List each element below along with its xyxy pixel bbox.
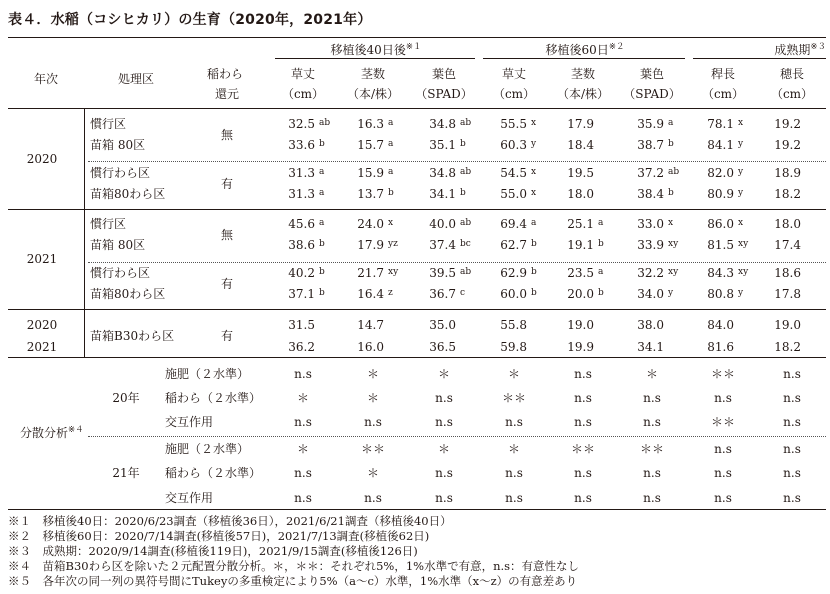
cell-value: 34.8 — [429, 117, 456, 131]
anova-result: n.s — [574, 491, 592, 505]
cell-letter: xy — [668, 239, 679, 249]
cell-letter: b — [319, 267, 325, 277]
column-name: 茎数 — [360, 67, 386, 81]
cell-value: 33.9 — [637, 238, 664, 252]
group-header — [331, 43, 422, 57]
anova-label — [20, 426, 84, 440]
cell-value: 33.6 — [288, 138, 315, 152]
cell-value: 40.0 — [429, 217, 456, 231]
cell-letter: ab — [460, 167, 472, 177]
b30-straw: 有 — [220, 329, 234, 343]
cell-letter: x — [738, 218, 744, 228]
anova-factor: 施肥（２水準） — [165, 367, 250, 381]
dotted-2021 — [88, 262, 826, 263]
anova-result: n.s — [714, 466, 732, 480]
cell-letter: a — [668, 118, 674, 128]
cell-letter: a — [388, 118, 394, 128]
cell-letter: ab — [460, 267, 472, 277]
cell-letter: y — [668, 288, 674, 298]
cell-value: 17.9 — [357, 238, 384, 252]
cell-value: 81.5 — [707, 238, 734, 252]
group-note: ※３ — [810, 42, 826, 52]
cell-value: 32.2 — [637, 266, 664, 280]
anova-result: n.s — [783, 415, 801, 429]
cell-value: 32.5 — [288, 117, 315, 131]
cell-letter: ab — [460, 118, 472, 128]
cell-value: 16.4 — [357, 287, 384, 301]
cell-letter: xy — [388, 267, 399, 277]
cell-value: 19.9 — [567, 340, 594, 354]
cell-value: 38.0 — [637, 318, 664, 332]
anova-result: ＊ — [507, 442, 521, 456]
cell-value: 34.0 — [637, 287, 664, 301]
cell-letter: ab — [460, 218, 472, 228]
cell-value: 82.0 — [707, 166, 734, 180]
cell-value: 86.0 — [707, 217, 734, 231]
anova-result: n.s — [783, 491, 801, 505]
anova-result: ＊ — [366, 391, 380, 405]
footnote: ※１ 移植後40日：2020/6/23調査（移植後36日），2021/6/21調査（移植後40日） — [8, 514, 452, 528]
footnote: ※２ 移植後60日：2020/7/14調査(移植後57日)，2021/7/13調査(移植後62日) — [8, 529, 430, 543]
cell-letter: xy — [738, 239, 749, 249]
cell-value: 20.0 — [567, 287, 594, 301]
column-unit: （cm） — [492, 87, 536, 101]
cell-letter: x — [738, 118, 744, 128]
cell-value: 16.0 — [357, 340, 384, 354]
cell-letter: b — [598, 239, 604, 249]
column-name: 茎数 — [570, 67, 596, 81]
group-rule-mature — [693, 58, 826, 59]
anova-result: n.s — [783, 466, 801, 480]
year-label: 2021 — [26, 252, 58, 266]
cell-value: 38.6 — [288, 238, 315, 252]
cell-value: 37.4 — [429, 238, 456, 252]
cell-value: 55.0 — [500, 187, 527, 201]
column-name: 葉色 — [431, 67, 457, 81]
cell-value: 14.7 — [357, 318, 384, 332]
cell-value: 84.1 — [707, 138, 734, 152]
footnote: ※５ 各年次の同一列の異符号間にTukeyの多重検定により5%（a〜c）水準，1%水準（x〜z）の有意差あり — [8, 574, 578, 588]
b30-year: 2021 — [26, 340, 58, 354]
anova-result: n.s — [435, 491, 453, 505]
footnote: ※３ 成熟期：2020/9/14調査(移植後119日)，2021/9/15調査(移植後126日) — [8, 544, 418, 558]
anova-factor: 施肥（２水準） — [165, 442, 250, 456]
cell-value: 34.8 — [429, 166, 456, 180]
cell-letter: x — [531, 167, 537, 177]
straw-value: 無 — [220, 227, 234, 242]
column-unit: （SPAD） — [415, 87, 473, 101]
anova-result: n.s — [783, 391, 801, 405]
cell-letter: xy — [668, 267, 679, 277]
cell-value: 38.7 — [637, 138, 664, 152]
cell-value: 19.1 — [567, 238, 594, 252]
cell-letter: b — [531, 267, 537, 277]
cell-letter: a — [388, 167, 394, 177]
cell-letter: x — [668, 218, 674, 228]
anova-result: ＊＊ — [570, 442, 596, 456]
anova-result: n.s — [714, 391, 732, 405]
cell-letter: z — [388, 288, 393, 298]
anova-result: n.s — [783, 442, 801, 456]
cell-letter: b — [319, 239, 325, 249]
column-unit: （cm） — [281, 87, 325, 101]
dotted-anova — [88, 436, 826, 437]
anova-result: ＊ — [437, 442, 451, 456]
anova-result: n.s — [643, 466, 661, 480]
cell-value: 36.2 — [288, 340, 315, 354]
column-name: 稈長 — [710, 67, 736, 81]
cell-value: 25.1 — [567, 217, 594, 231]
anova-result: ＊ — [296, 442, 310, 456]
cell-value: 18.2 — [774, 340, 801, 354]
anova-result: n.s — [505, 415, 523, 429]
anova-result: n.s — [435, 466, 453, 480]
cell-letter: x — [531, 188, 537, 198]
anova-factor: 稲わら（２水準） — [165, 391, 262, 405]
cell-letter: a — [531, 218, 537, 228]
straw-header-line1: 稲わら — [206, 67, 244, 81]
cell-value: 60.3 — [500, 138, 527, 152]
cell-letter: b — [531, 288, 537, 298]
anova-result: n.s — [505, 466, 523, 480]
cell-letter: ab — [668, 167, 680, 177]
cell-letter: b — [598, 288, 604, 298]
cell-value: 15.7 — [357, 138, 384, 152]
anova-result: ＊＊ — [639, 442, 665, 456]
anova-year: 21年 — [112, 466, 140, 480]
anova-result: n.s — [435, 391, 453, 405]
cell-value: 62.9 — [500, 266, 527, 280]
group-rule-40 — [275, 58, 475, 59]
cell-value: 31.5 — [288, 318, 315, 332]
straw-value: 有 — [220, 276, 234, 291]
cell-value: 37.2 — [637, 166, 664, 180]
cell-value: 18.9 — [774, 166, 801, 180]
treatment-name: 苗箱 80区 — [90, 238, 146, 252]
cell-letter: xy — [738, 267, 749, 277]
treatment-name: 慣行区 — [90, 217, 127, 231]
cell-letter: b — [531, 239, 537, 249]
treatment-name: 苗箱80わら区 — [90, 287, 166, 301]
anova-result: ＊ — [366, 367, 380, 381]
cell-value: 55.8 — [500, 318, 527, 332]
anova-result: n.s — [643, 415, 661, 429]
cell-value: 81.6 — [707, 340, 734, 354]
cell-letter: b — [319, 139, 325, 149]
cell-letter: bc — [460, 239, 471, 249]
cell-letter: x — [531, 118, 537, 128]
cell-letter: b — [460, 188, 466, 198]
cell-value: 60.0 — [500, 287, 527, 301]
anova-result: ＊＊ — [501, 391, 527, 405]
cell-letter: b — [668, 188, 674, 198]
group-label: 移植後60日 — [545, 43, 609, 57]
straw-value: 無 — [220, 127, 234, 142]
straw-header-line2: 還元 — [214, 87, 240, 101]
cell-value: 36.7 — [429, 287, 456, 301]
cell-letter: a — [319, 218, 325, 228]
anova-result: n.s — [505, 491, 523, 505]
cell-value: 16.3 — [357, 117, 384, 131]
cell-value: 18.0 — [567, 187, 594, 201]
anova-result: n.s — [574, 415, 592, 429]
cell-letter: x — [388, 218, 394, 228]
cell-value: 78.1 — [707, 117, 734, 131]
cell-value: 35.9 — [637, 117, 664, 131]
anova-result: ＊ — [366, 466, 380, 480]
table-top-rule — [8, 37, 826, 38]
anova-result: n.s — [294, 466, 312, 480]
anova-result: n.s — [294, 491, 312, 505]
cell-value: 34.1 — [637, 340, 664, 354]
cell-letter: y — [738, 139, 744, 149]
anova-factor: 稲わら（２水準） — [165, 466, 262, 480]
cell-letter: b — [319, 288, 325, 298]
rule-2021-b30 — [8, 309, 826, 310]
cell-value: 62.7 — [500, 238, 527, 252]
treatment-header: 処理区 — [117, 72, 155, 86]
cell-value: 17.4 — [774, 238, 801, 252]
cell-letter: c — [460, 288, 466, 298]
anova-result: n.s — [364, 415, 382, 429]
anova-note: ※４ — [68, 425, 84, 435]
anova-factor: 交互作用 — [165, 491, 214, 505]
cell-value: 18.2 — [774, 187, 801, 201]
b30-treatment: 苗箱B30わら区 — [90, 329, 175, 343]
anova-result: ＊ — [507, 367, 521, 381]
cell-letter: a — [319, 188, 325, 198]
cell-value: 19.2 — [774, 138, 801, 152]
cell-value: 54.5 — [500, 166, 527, 180]
anova-year: 20年 — [112, 391, 140, 405]
treatment-name: 苗箱80わら区 — [90, 187, 166, 201]
cell-value: 17.9 — [567, 117, 594, 131]
cell-value: 31.3 — [288, 187, 315, 201]
anova-result: n.s — [643, 491, 661, 505]
group-header — [586, 43, 826, 57]
column-unit: （cm） — [770, 87, 814, 101]
group-label: 成熟期 — [774, 43, 811, 57]
cell-value: 18.6 — [774, 266, 801, 280]
cell-value: 31.3 — [288, 166, 315, 180]
group-rule-60 — [483, 58, 685, 59]
cell-letter: y — [738, 167, 744, 177]
anova-result: n.s — [714, 491, 732, 505]
cell-value: 37.1 — [288, 287, 315, 301]
anova-result: n.s — [435, 415, 453, 429]
cell-letter: b — [388, 188, 394, 198]
cell-value: 80.9 — [707, 187, 734, 201]
cell-letter: b — [668, 139, 674, 149]
anova-factor: 交互作用 — [165, 415, 214, 429]
cell-value: 39.5 — [429, 266, 456, 280]
anova-result: ＊＊ — [710, 415, 736, 429]
treatment-name: 苗箱 80区 — [90, 138, 146, 152]
column-unit: （本/株） — [556, 87, 610, 101]
cell-value: 17.8 — [774, 287, 801, 301]
cell-value: 18.4 — [567, 138, 594, 152]
cell-value: 45.6 — [288, 217, 315, 231]
anova-result: n.s — [294, 415, 312, 429]
table-title: 表４．水稲（コシヒカリ）の生育（2020年，2021年） — [8, 12, 372, 28]
cell-value: 38.4 — [637, 187, 664, 201]
cell-letter: a — [598, 218, 604, 228]
anova-result: ＊ — [437, 367, 451, 381]
cell-value: 59.8 — [500, 340, 527, 354]
cell-value: 80.8 — [707, 287, 734, 301]
cell-letter: ab — [319, 118, 331, 128]
cell-value: 19.0 — [774, 318, 801, 332]
cell-value: 23.5 — [567, 266, 594, 280]
b30-year: 2020 — [26, 318, 58, 332]
rule-b30-anova — [8, 357, 826, 358]
group-note: ※２ — [608, 42, 625, 52]
column-name: 草丈 — [290, 67, 316, 81]
footnote: ※４ 苗箱B30わら区を除いた２元配置分散分析。＊，＊＊：それぞれ5%，1%水準で有意，n.s：有意性なし — [8, 559, 580, 573]
column-unit: （cm） — [701, 87, 745, 101]
anova-result: n.s — [783, 367, 801, 381]
cell-value: 21.7 — [357, 266, 384, 280]
cell-letter: y — [531, 139, 537, 149]
straw-value: 有 — [220, 176, 234, 191]
cell-value: 40.2 — [288, 266, 315, 280]
dotted-2020 — [88, 161, 826, 162]
column-name: 穂長 — [779, 67, 805, 81]
cell-letter: b — [460, 139, 466, 149]
year-label: 2020 — [26, 152, 58, 166]
treatment-name: 慣行わら区 — [90, 166, 151, 180]
cell-letter: y — [738, 288, 744, 298]
cell-value: 19.2 — [774, 117, 801, 131]
cell-value: 18.0 — [774, 217, 801, 231]
anova-result: ＊＊ — [710, 367, 736, 381]
anova-label-text: 分散分析 — [20, 426, 69, 440]
anova-result: ＊＊ — [360, 442, 386, 456]
anova-result: ＊ — [296, 391, 310, 405]
cell-letter: y — [738, 188, 744, 198]
cell-value: 24.0 — [357, 217, 384, 231]
cell-value: 35.0 — [429, 318, 456, 332]
cell-value: 55.5 — [500, 117, 527, 131]
anova-result: n.s — [714, 442, 732, 456]
column-unit: （SPAD） — [623, 87, 681, 101]
anova-result: n.s — [574, 367, 592, 381]
cell-value: 34.1 — [429, 187, 456, 201]
treatment-name: 慣行区 — [90, 117, 127, 131]
cell-value: 13.7 — [357, 187, 384, 201]
cell-value: 35.1 — [429, 138, 456, 152]
header-bottom-rule — [8, 108, 826, 109]
anova-result: n.s — [574, 391, 592, 405]
group-note: ※１ — [405, 42, 422, 52]
column-unit: （本/株） — [346, 87, 400, 101]
cell-value: 36.5 — [429, 340, 456, 354]
anova-result: ＊ — [645, 367, 659, 381]
column-name: 草丈 — [501, 67, 527, 81]
cell-value: 84.0 — [707, 318, 734, 332]
cell-value: 19.0 — [567, 318, 594, 332]
anova-result: n.s — [574, 466, 592, 480]
anova-result: n.s — [364, 491, 382, 505]
cell-letter: a — [388, 139, 394, 149]
cell-value: 33.0 — [637, 217, 664, 231]
cell-letter: a — [598, 267, 604, 277]
rule-2020-2021 — [8, 209, 826, 210]
cell-value: 19.5 — [567, 166, 594, 180]
anova-result: n.s — [294, 367, 312, 381]
cell-letter: yz — [388, 239, 398, 249]
year-col-divider — [84, 108, 85, 357]
column-name: 葉色 — [639, 67, 665, 81]
cell-value: 84.3 — [707, 266, 734, 280]
cell-value: 69.4 — [500, 217, 527, 231]
rule-table-bottom — [8, 509, 826, 510]
cell-letter: a — [319, 167, 325, 177]
cell-value: 15.9 — [357, 166, 384, 180]
treatment-name: 慣行わら区 — [90, 266, 151, 280]
group-label: 移植後40日後 — [330, 43, 406, 57]
anova-result: n.s — [643, 391, 661, 405]
year-header: 年次 — [33, 72, 59, 86]
